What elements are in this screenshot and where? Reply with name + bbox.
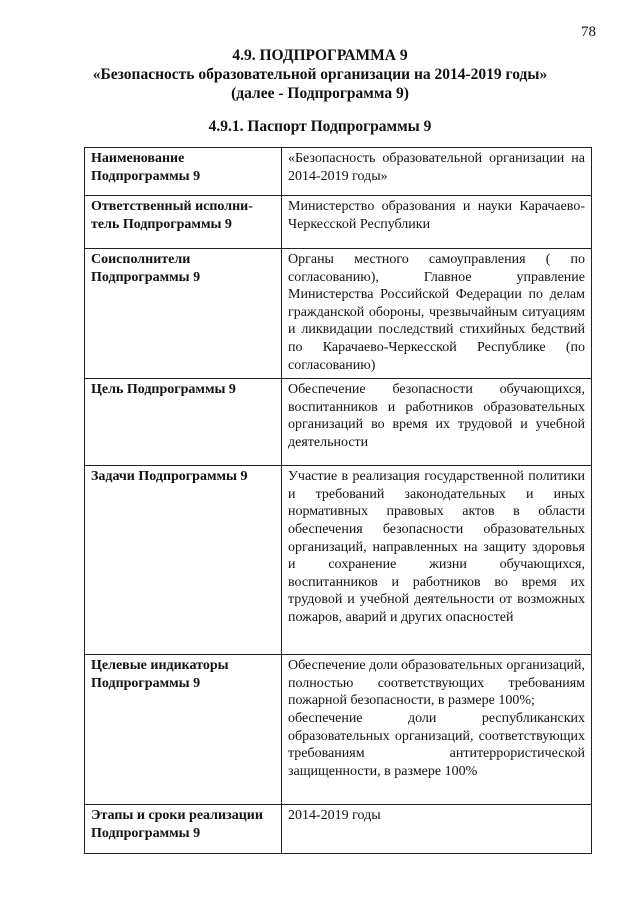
label-text: Соисполнители Подпрограммы 9: [91, 252, 201, 285]
row-value-indicators: Обеспечение доли образовательных организаций, полностью соответствующих требованиям пожарной безопасности, в размере 100%; обеспечение доли республиканских образовательных организаций, соответствующих требованиям антитеррористической защищенности, в размере 100%: [282, 655, 592, 805]
passport-table: [84, 147, 592, 854]
row-label-goal: [85, 379, 282, 466]
row-label-tasks: [85, 466, 282, 655]
label-text: Ответственный исполни- тель Подпрограммы 9: [91, 199, 253, 232]
subprogram-name: «Безопасность образовательной организации на 2014-2019 годы»: [92, 66, 548, 83]
label-text: Цель Подпрограммы 9: [91, 382, 236, 398]
section-title: 4.9.1. Паспорт Подпрограммы 9: [208, 118, 432, 135]
row-label-name: [85, 148, 282, 196]
table-row: [85, 379, 592, 466]
subprogram-alias: (далее - Подпрограмма 9): [231, 85, 409, 102]
table-row: [85, 805, 592, 854]
row-value-responsible: Министерство образования и науки Карачаево-Черкесской Республики: [282, 196, 592, 249]
row-label-stages: [85, 805, 282, 854]
row-value-name: «Безопасность образовательной организации на 2014-2019 годы»: [282, 148, 592, 196]
subprogram-heading: 4.9. ПОДПРОГРАММА 9: [232, 47, 408, 64]
row-value-tasks: Участие в реализация государственной политики и требований законодательных и иных нормативных правовых актов в области обеспечения безопасности образовательных организаций, направленных на защиту здоровья и сохранение жизни обучающихся, воспитанников и работников во время их трудовой и учебной деятельности от возможных пожаров, аварий и других опасностей: [282, 466, 592, 655]
label-text: Целевые индикаторы Подпрограммы 9: [91, 658, 229, 691]
page-number: 78: [581, 24, 596, 40]
row-value-stages: 2014-2019 годы: [282, 805, 592, 854]
table-row: [85, 148, 592, 196]
row-label-responsible: [85, 196, 282, 249]
table-row: [85, 655, 592, 805]
table-row: [85, 196, 592, 249]
label-text: Этапы и сроки реализации Подпрограммы 9: [91, 808, 263, 841]
label-text: Наименование Подпрограммы 9: [91, 151, 201, 184]
row-label-co-executors: [85, 249, 282, 379]
table-row: [85, 466, 592, 655]
row-value-goal: Обеспечение безопасности обучающихся, воспитанников и работников образовательных организаций во время их трудовой и учебной деятельности: [282, 379, 592, 466]
row-value-co-executors: Органы местного самоуправления ( по согласованию), Главное управление Министерства Российской Федерации по делам гражданской обороны, чрезвычайным ситуациям и ликвидации последствий стихийных бедствий по Карачаево-Черкесской Республике (по согласованию): [282, 249, 592, 379]
label-text: Задачи Подпрограммы 9: [91, 469, 248, 485]
row-label-indicators: [85, 655, 282, 805]
table-row: [85, 249, 592, 379]
